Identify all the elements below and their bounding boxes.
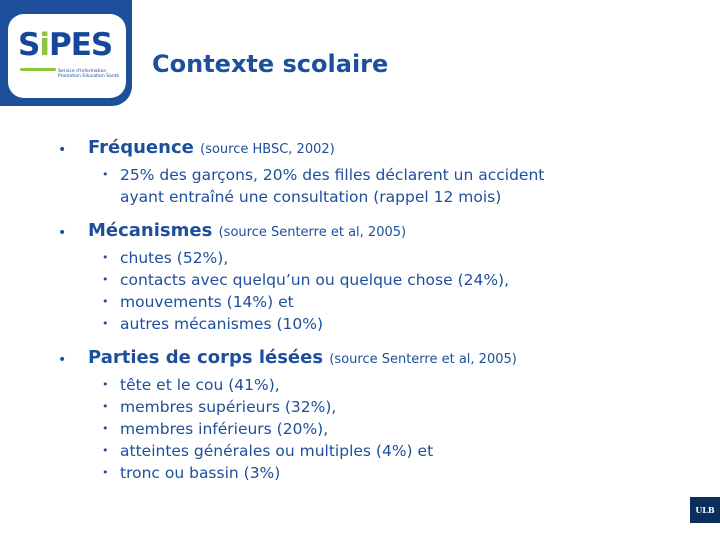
sub-bullet-icon: •: [102, 378, 109, 391]
logo-accent: [20, 68, 56, 71]
list-item: ayant entraîné une consultation (rappel 12 mois): [120, 188, 502, 206]
slide-title: Contexte scolaire: [152, 50, 389, 78]
sub-bullet-icon: •: [102, 400, 109, 413]
sipes-logo-word: SiPES: [18, 27, 113, 63]
bullet-icon: •: [58, 142, 67, 158]
bullet-icon: •: [58, 225, 67, 241]
sub-bullet-icon: •: [102, 317, 109, 330]
sub-bullet-icon: •: [102, 444, 109, 457]
sub-bullet-icon: •: [102, 251, 109, 264]
logo-tagline: Service d'Information Promotion Education Santé: [58, 69, 120, 79]
list-item: mouvements (14%) et: [120, 293, 294, 311]
sub-bullet-icon: •: [102, 422, 109, 435]
list-item: membres supérieurs (32%),: [120, 398, 337, 416]
list-item: autres mécanismes (10%): [120, 315, 324, 333]
sub-bullet-icon: •: [102, 168, 109, 181]
section-heading: Mécanismes (source Senterre et al, 2005): [88, 220, 407, 241]
section-heading: Parties de corps lésées (source Senterre et al, 2005): [88, 347, 517, 368]
list-item: tronc ou bassin (3%): [120, 464, 281, 482]
sub-bullet-icon: •: [102, 295, 109, 308]
ulb-logo: ULB: [690, 497, 720, 523]
list-item: chutes (52%),: [120, 249, 229, 267]
list-item: contacts avec quelqu’un ou quelque chose (24%),: [120, 271, 510, 289]
list-item: atteintes générales ou multiples (4%) et: [120, 442, 434, 460]
list-item: tête et le cou (41%),: [120, 376, 280, 394]
list-item: 25% des garçons, 20% des filles déclarent un accident: [120, 166, 545, 184]
list-item: membres inférieurs (20%),: [120, 420, 329, 438]
section-heading: Fréquence (source HBSC, 2002): [88, 137, 335, 158]
sub-bullet-icon: •: [102, 273, 109, 286]
sub-bullet-icon: •: [102, 466, 109, 479]
bullet-icon: •: [58, 352, 67, 368]
